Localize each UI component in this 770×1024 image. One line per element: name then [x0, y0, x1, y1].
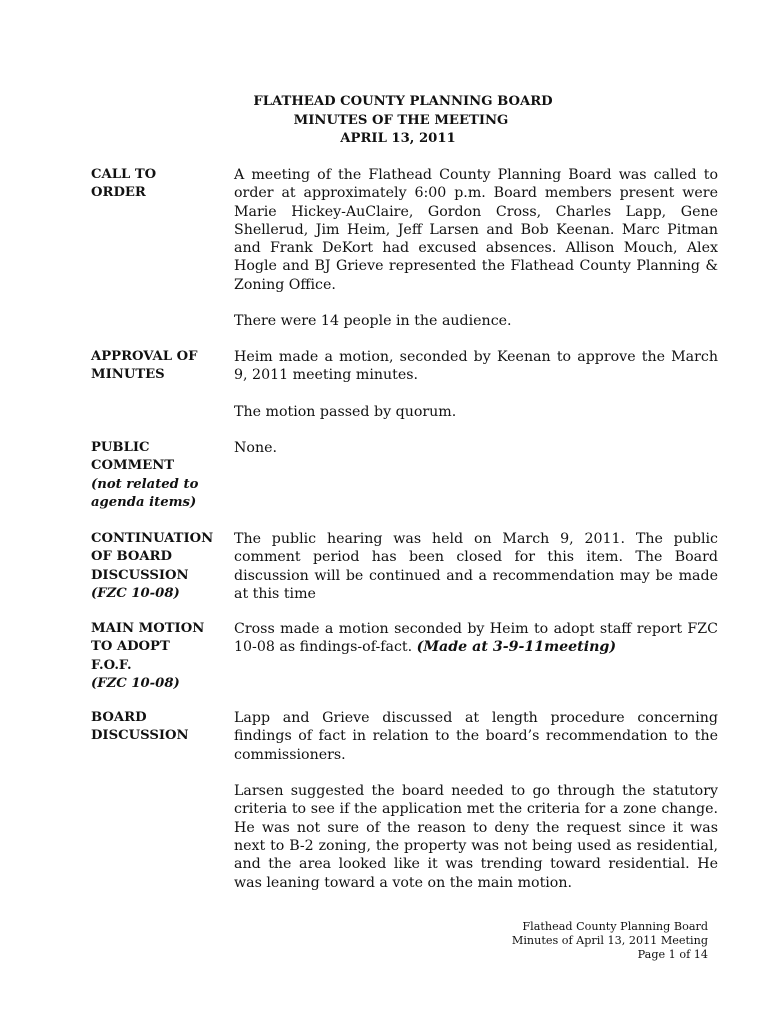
footer-board-name: Flathead County Planning Board [522, 920, 708, 933]
paragraph: A meeting of the Flathead County Planning Board was called to order at approximately 6:00 p.m. Board members present were Marie Hickey-AuClaire, Gordon Cross, Charles Lapp, Gene Shellerud, Jim Heim, Jeff Larsen and Bob Keenan. Marc Pitman and Frank DeKort had excused absences. Allison Mouch, Alex Hogle and BJ Grieve represented the Flathead County Planning & Zoning Office. [234, 167, 718, 293]
section-label: BOARD DISCUSSION [91, 710, 189, 744]
footer-meeting: Minutes of April 13, 2011 Meeting [511, 934, 708, 948]
paragraph: Lapp and Grieve discussed at length procedure concerning findings of fact in relation to the board’s recommendation to the commissioners. [234, 710, 718, 763]
title-date: APRIL 13, 2011 [340, 131, 456, 146]
section-body [234, 530, 718, 603]
section-body [234, 348, 718, 421]
section-label: APPROVAL OF MINUTES [91, 349, 198, 383]
paragraph: None. [234, 440, 277, 456]
section-body [234, 709, 718, 892]
title-minutes: MINUTES OF THE MEETING [293, 112, 509, 128]
section-label: PUBLIC COMMENT (not related to agenda items) [91, 440, 199, 510]
paragraph: There were 14 people in the audience. [234, 313, 512, 330]
title-board-name: FLATHEAD COUNTY PLANNING BOARD [253, 94, 553, 109]
paragraph: Larsen suggested the board needed to go through the statutory criteria to see if the application met the criteria for a zone change. He was not sure of the reason to deny the request since it was next to B-2 zoning, the property was not being used as residential, and the area looked like it was trending toward residential. He was leaning toward a vote on the main motion. [234, 783, 718, 891]
document-title [0, 93, 770, 149]
section-label: CONTINUATION OF BOARD DISCUSSION (FZC 10-08) [91, 531, 214, 601]
paragraph: Cross made a motion seconded by Heim to adopt staff report FZC 10-08 as findings-of-fact. (Made at 3-9-11meeting) [234, 621, 718, 656]
page-footer [512, 920, 708, 963]
section-label: CALL TO ORDER [91, 167, 157, 201]
section-label: MAIN MOTION TO ADOPT F.O.F. (FZC 10-08) [91, 621, 205, 691]
footer-page-number: Page 1 of 14 [637, 948, 708, 962]
section-body [234, 439, 718, 457]
paragraph: The public hearing was held on March 9, 2011. The public comment period has been closed for this item. The Board discussion will be continued and a recommendation may be made at this time [234, 531, 718, 602]
section-body [234, 166, 718, 331]
emphasis-note: (Made at 3-9-11meeting) [416, 639, 617, 656]
paragraph: Heim made a motion, seconded by Keenan to approve the March 9, 2011 meeting minutes. [234, 349, 718, 384]
section-body [234, 620, 718, 657]
paragraph: The motion passed by quorum. [234, 403, 457, 420]
